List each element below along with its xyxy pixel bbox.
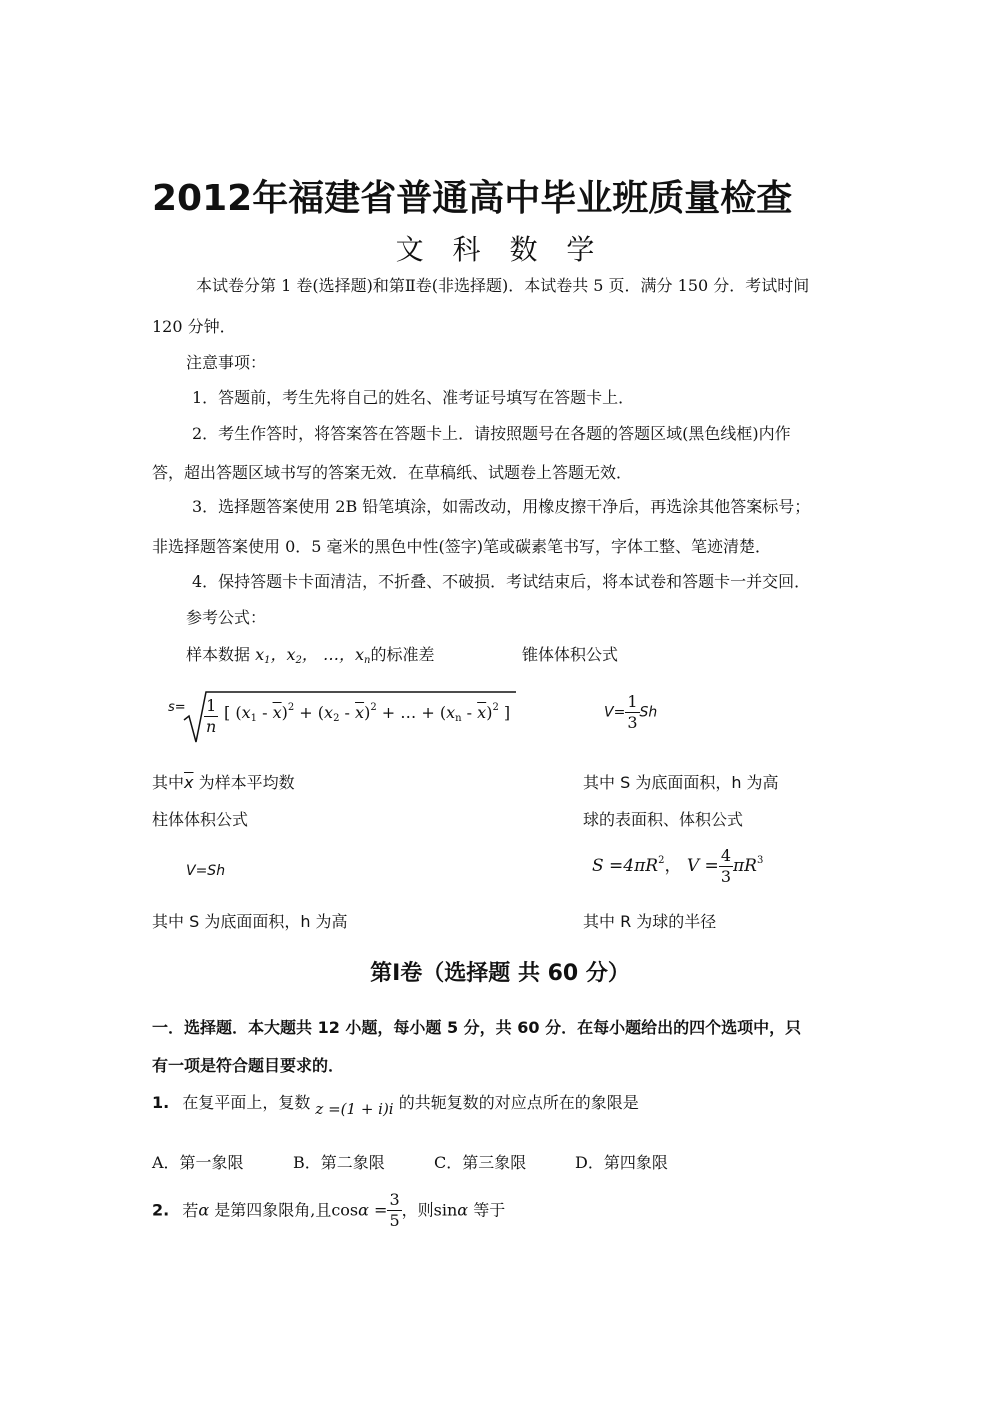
- q1-option-a[interactable]: A．第一象限: [152, 1153, 244, 1172]
- note-1: 1．答题前，考生先将自己的姓名、准考证号填写在答题卡上．: [192, 388, 635, 407]
- q1-option-b[interactable]: B．第二象限: [293, 1153, 385, 1172]
- note-2b: 答，超出答题区域书写的答案无效．在草稿纸、试题卷上答题无效．: [152, 463, 633, 482]
- part-1-instructions-1: 一．选择题．本大题共 12 小题，每小题 5 分，共 60 分．在每小题给出的四个选项中，只: [152, 1018, 802, 1037]
- cone-label: 锥体体积公式: [522, 645, 619, 664]
- std-dev-label: 样本数据 $x_1$，$x_2$， …，$x_n$的标准差: [186, 645, 435, 666]
- q1-option-c[interactable]: C．第三象限: [434, 1153, 527, 1172]
- cylinder-label: 柱体体积公式: [152, 810, 249, 829]
- part-1-heading: 第Ⅰ卷（选择题 共 60 分）: [370, 961, 630, 986]
- note-2a: 2．考生作答时，将答案答在答题卡上．请按照题号在各题的答题区域(黑色线框)内作: [192, 424, 791, 443]
- intro-line-2: 120 分钟．: [152, 317, 236, 336]
- cylinder-formula: V=Sh: [186, 863, 226, 879]
- cylinder-where: 其中 S 为底面面积，h 为高: [152, 912, 348, 931]
- intro-line-1: 本试卷分第 1 卷(选择题)和第Ⅱ卷(非选择题)．本试卷共 5 页．满分 150 分．考试时间: [196, 276, 810, 295]
- subject-title: 文 科 数 学: [395, 233, 605, 266]
- page-title: 2012年福建省普通高中毕业班质量检查: [152, 178, 793, 219]
- note-4: 4．保持答题卡卡面清洁，不折叠、不破损．考试结束后，将本试卷和答题卡一并交回．: [192, 572, 811, 591]
- std-dev-where: 其中$\overline{x}$ 为样本平均数: [152, 773, 295, 792]
- sphere-where: 其中 R 为球的半径: [583, 912, 717, 931]
- sphere-formula: $S =4\pi R^2$， V = $\frac{4}{3}$ $\pi R^3$: [592, 846, 764, 886]
- cone-where: 其中 S 为底面面积，h 为高: [583, 773, 779, 792]
- note-3b: 非选择题答案使用 0．5 毫米的黑色中性(签字)笔或碳素笔书写，字体工整、笔迹清楚．: [152, 537, 772, 556]
- cone-formula: V= $\frac{1}{3}$ Sh: [604, 692, 658, 732]
- sphere-label: 球的表面积、体积公式: [583, 810, 744, 829]
- part-1-instructions-2: 有一项是符合题目要求的．: [152, 1056, 345, 1075]
- formulas-heading: 参考公式：: [186, 608, 267, 627]
- note-3a: 3．选择题答案使用 2B 铅笔填涂，如需改动，用橡皮擦干净后，再选涂其他答案标号；: [192, 497, 811, 516]
- question-1: 1. 在复平面上，复数 z =(1 + i)i 的共轭复数的对应点所在的象限是: [152, 1093, 639, 1118]
- question-2: 2. 若α 是第四象限角,且cosα = $\frac{3}{5}$ ，则sinα 等于: [152, 1190, 506, 1230]
- q1-option-d[interactable]: D．第四象限: [575, 1153, 668, 1172]
- notes-heading: 注意事项：: [186, 353, 267, 372]
